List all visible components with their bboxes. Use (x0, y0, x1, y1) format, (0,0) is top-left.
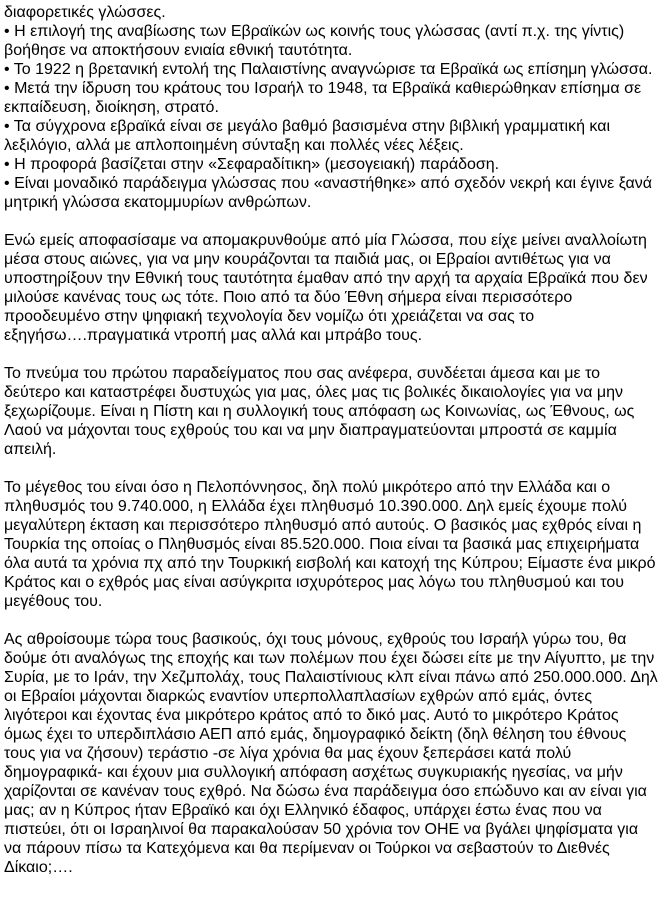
bullet-icon: • (4, 23, 10, 40)
paragraph: Ας αθροίσουμε τώρα τους βασικούς, όχι τους μόνους, εχθρούς του Ισραήλ γύρω του, θα δούμε ότι αναλόγως της εποχής και των πολέμων που έχει δώσει είτε με την Αίγυπτο, με την Συρία, με το Ιράν, την Χεζμπολάχ, τους Παλαιστίνιους κλπ είναι πάνω από 250.000.000. Δηλ οι Εβραίοι μάχονται διαρκώς εναντίον υπερπολλαπλασίων εχθρών από εμάς, όντες λιγότεροι και έχοντας ένα μικρότερο κράτος από το δικό μας. Αυτό το μικρότερο Κράτος όμως έχει το υπερδιπλάσιο ΑΕΠ από εμάς, δημογραφικό δείκτη (δηλ θέληση του έθνους τους για να ζήσουν) τεράστιο -σε λίγα χρόνια θα μας έχουν ξεπεράσει κατά πολύ δημογραφικά- και έχουν μια συλλογική απόφαση ασχέτως συγκυριακής ηγεσίας, να μήν χαρίζονται σε κανέναν τους εχθρό. Να δώσω ένα παράδειγμα όσο επώδυνο και αν είναι για μας; αν η Κύπρος ήταν Εβραϊκό και όχι Ελληνικό έδαφος, υπάρχει έστω ένας που να πιστεύει, ότι οι Ισραηλινοί θα παρακαλούσαν 50 χρόνια τον ΟΗΕ να βγάλει ψηφίσματα για να πάρουν πίσω τα Κατεχόμενα και θα περίμεναν οι Τούρκοι να σεβαστούν το Διεθνές Δίκαιο;…. (4, 631, 658, 876)
bullet-item (4, 117, 659, 155)
bullet-text: Είναι μοναδικό παράδειγμα γλώσσας που «αναστήθηκε» από σχεδόν νεκρή και έγινε ξανά μητρική γλώσσα εκατομμυρίων ανθρώπων. (4, 175, 652, 211)
bullet-icon: • (4, 61, 10, 78)
paragraph-fragment: διαφορετικές γλώσσες. (4, 4, 166, 21)
bullet-text: Η επιλογή της αναβίωσης των Εβραϊκών ως κοινής τους γλώσσας (αντί π.χ. της γίντις) βοήθησε να αποκτήσουν ενιαία εθνική ταυτότητα. (4, 23, 625, 59)
bullet-item (4, 22, 659, 60)
bullet-text: Τα σύγχρονα εβραϊκά είναι σε μεγάλο βαθμό βασισμένα στην βιβλική γραμματική και λεξιλόγιο, αλλά με απλοποιημένη σύνταξη και πολλές νέες λέξεις. (4, 118, 611, 154)
bullet-text: Το 1922 η βρετανική εντολή της Παλαιστίνης αναγνώρισε τα Εβραϊκά ως επίσημη γλώσσα. (13, 61, 653, 78)
bullet-text: Μετά την ίδρυση του κράτους του Ισραήλ το 1948, τα Εβραϊκά καθιερώθηκαν επίσημα σε εκπαίδευση, διοίκηση, στρατό. (4, 80, 642, 116)
bullet-item (4, 79, 659, 117)
bullet-item (4, 155, 659, 174)
bullet-text: Η προφορά βασίζεται στην «Σεφαραδίτικη» (μεσογειακή) παράδοση. (14, 156, 500, 173)
bullet-icon: • (4, 118, 10, 135)
paragraph: Το μέγεθος του είναι όσο η Πελοπόννησος, δηλ πολύ μικρότερο από την Ελλάδα και ο πληθυσμός του 9.740.000, η Ελλάδα έχει πληθυσμό 10.390.000. Δηλ εμείς έχουμε πολύ μεγαλύτερη έκταση και περισσότερο πληθυσμό από αυτούς. Ο βασικός μας εχθρός είναι η Τουρκία της οποίας ο Πληθυσμός είναι 85.520.000. Ποια είναι τα βασικά μας επιχειρήματα όλα αυτά τα χρόνια πχ από την Τουρκική εισβολή και κατοχή της Κύπρου; Είμαστε ένα μικρό Κράτος και ο εχθρός μας είναι ασύγκριτα ισχυρότερος μας λόγω του πληθυσμού και του μεγέθους του. (4, 479, 656, 610)
bullet-item (4, 60, 659, 79)
paragraph: Ενώ εμείς αποφασίσαμε να απομακρυνθούμε από μία Γλώσσα, που είχε μείνει αναλλοίωτη μέσα στους αιώνες, για να μην κουράζονται τα παιδιά μας, οι Εβραίοι αντιθέτως για να υποστηρίξουν την Εθνική τους ταυτότητα έμαθαν από την αρχή τα αρχαία Εβραϊκά που δεν μιλούσε κανένας τους ως τότε. Ποιο από τα δύο Έθνη σήμερα είναι περισσότερο προοδευμένο στην ψηφιακή τεχνολογία δεν νομίζω ότι χρειάζεται να σας το εξηγήσω….πραγματικά ντροπή μας αλλά και μπράβο τους. (4, 232, 648, 344)
bullet-icon: • (4, 80, 10, 97)
paragraph: Το πνεύμα του πρώτου παραδείγματος που σας ανέφερα, συνδέεται άμεσα και με το δεύτερο και καταστρέφει δυστυχώς για μας, όλες μας τις βολικές δικαιολογίες για να μην ξεχωρίζουμε. Είναι η Πίστη και η συλλογική τους απόφαση ως Κοινωνίας, ως Έθνους, ως Λαού να μάχονται τους εχθρούς του και να μην διαπραγματεύονται μπροστά σε καμμία απειλή. (4, 365, 635, 458)
bullet-icon: • (4, 156, 10, 173)
bullet-icon: • (4, 175, 10, 192)
bullet-item (4, 174, 659, 212)
